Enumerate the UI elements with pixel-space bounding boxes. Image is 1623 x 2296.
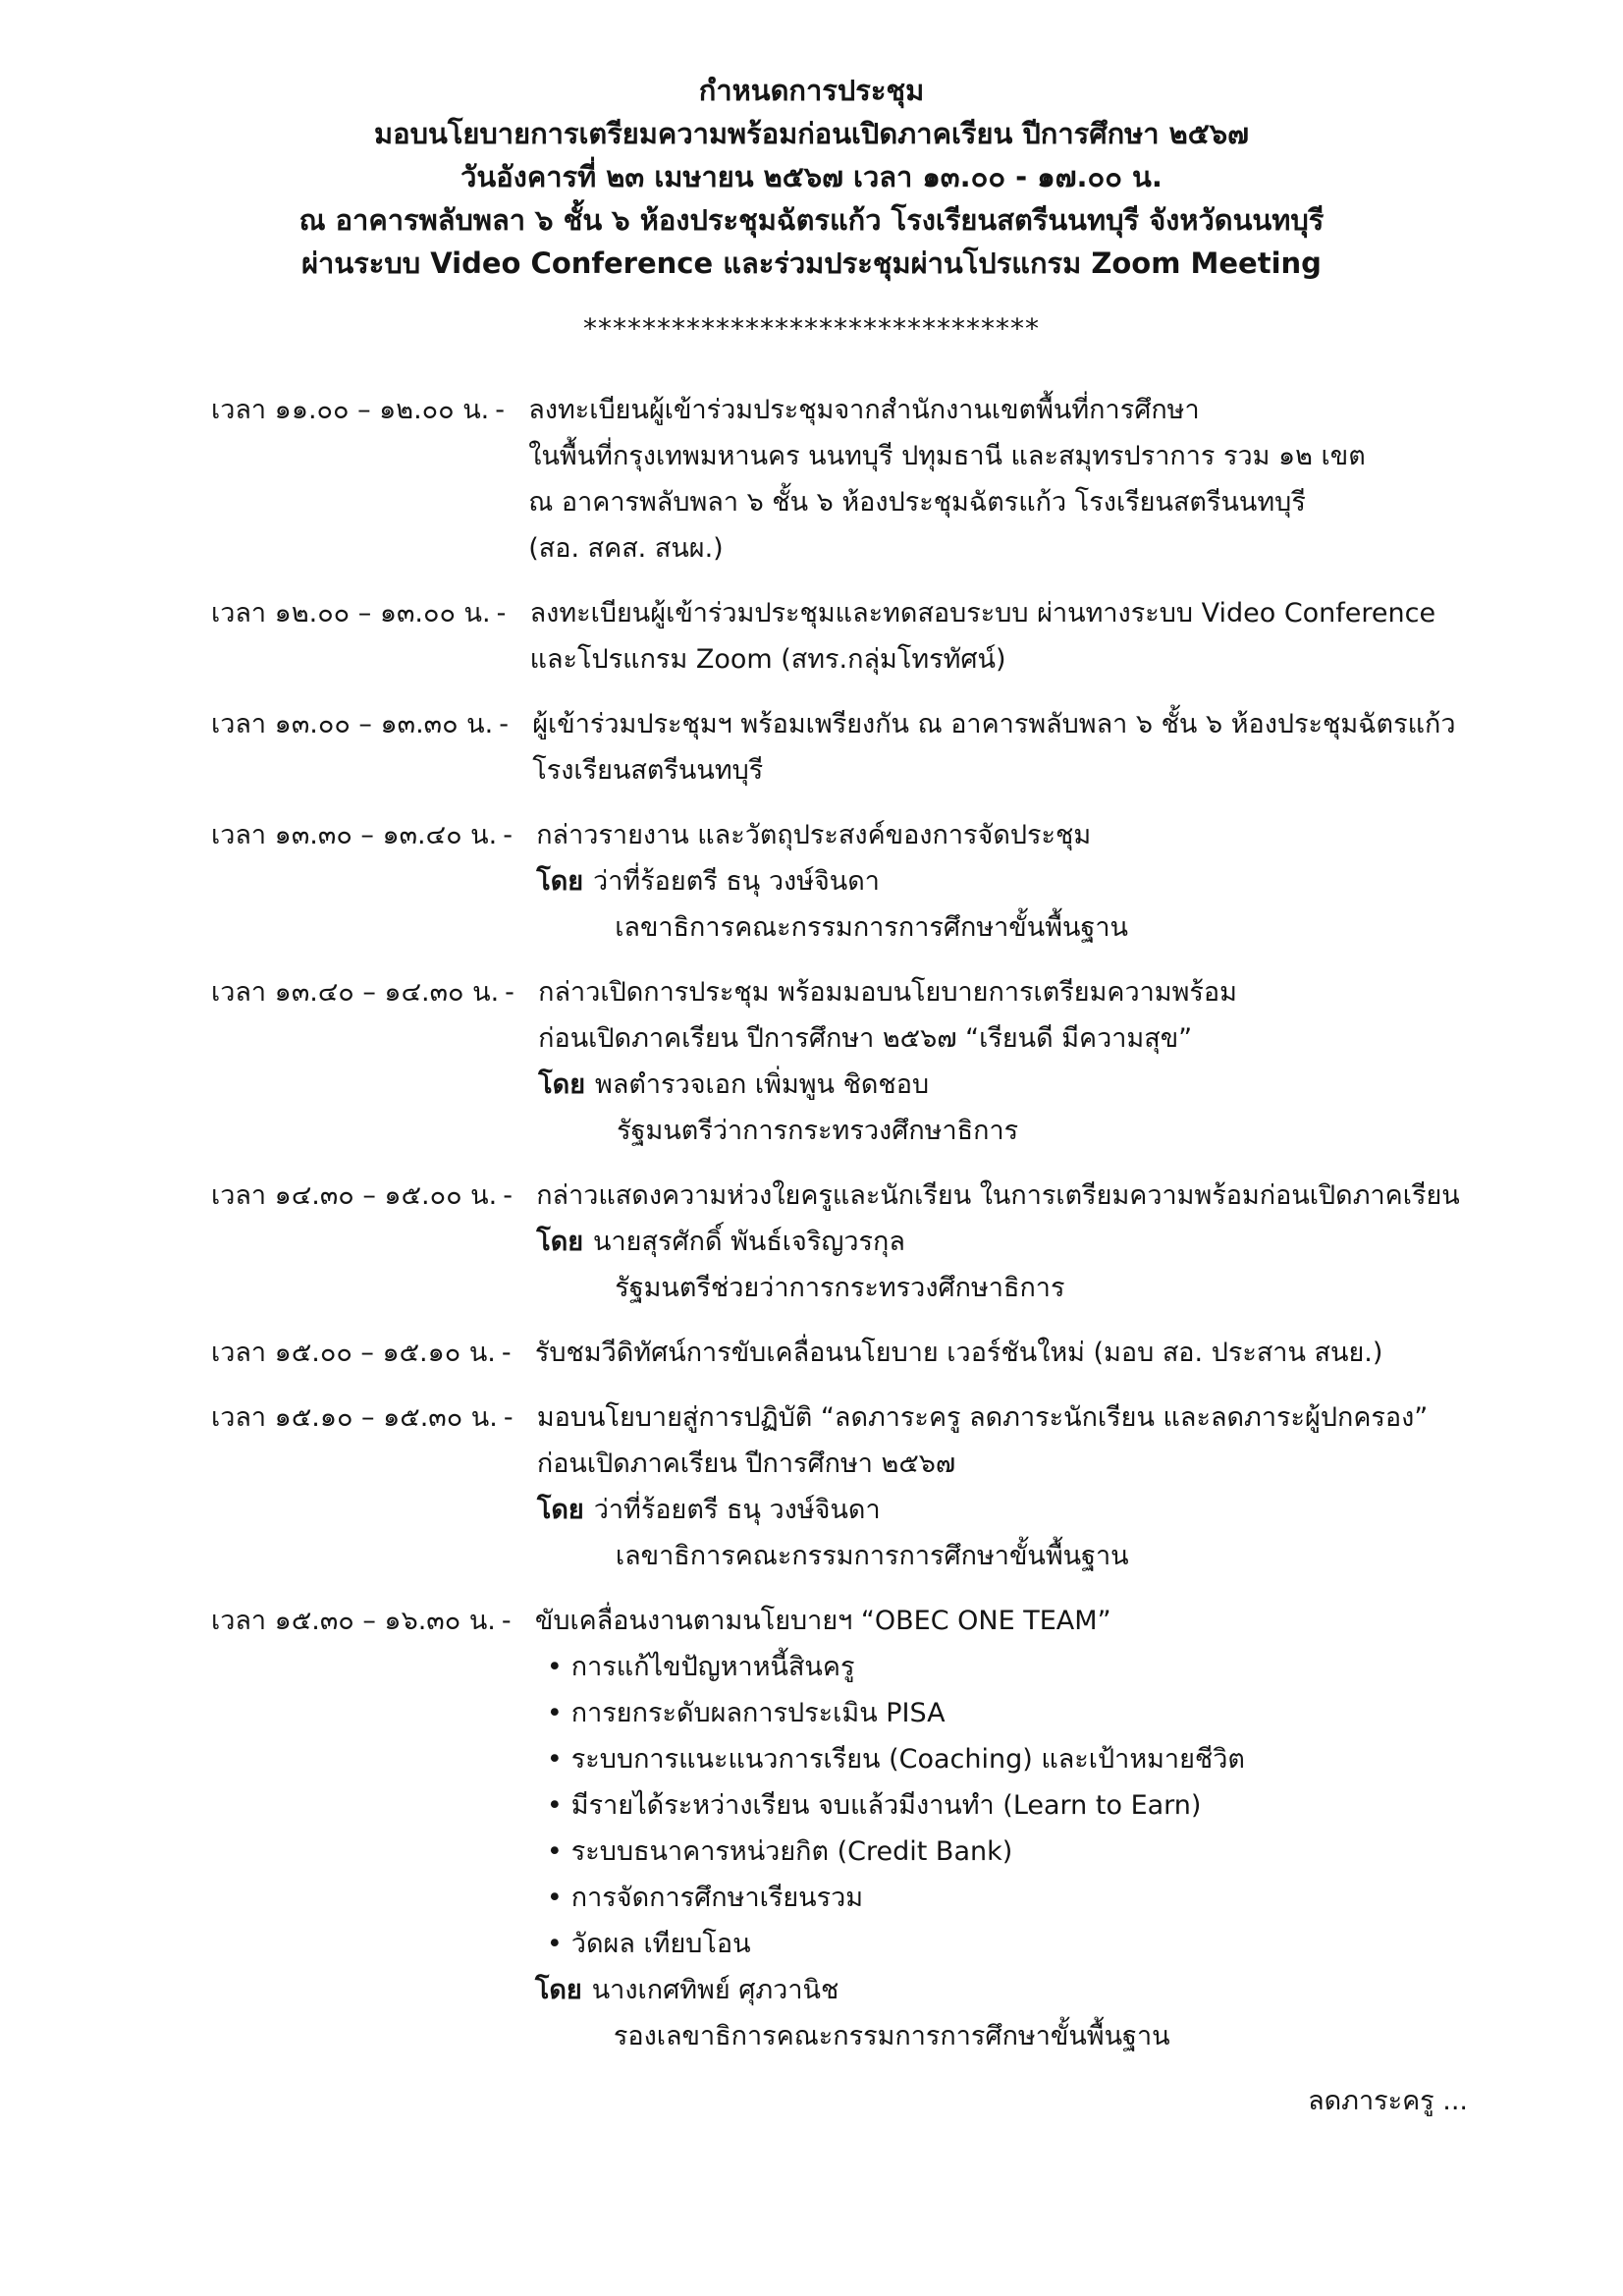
agenda-item-content [535, 1598, 1564, 2059]
agenda-item-dash: - [503, 1402, 514, 1433]
agenda-line-text: พลตำรวจเอก เพิ่มพูน ชิดชอบ [595, 1069, 930, 1100]
agenda-line [535, 1921, 1564, 1967]
agenda-line [528, 525, 1564, 572]
agenda-line [535, 1736, 1564, 1782]
agenda-line [538, 1108, 1564, 1154]
agenda-line-text: (สอ. สคส. สนผ.) [528, 533, 724, 564]
agenda-line [535, 2013, 1564, 2059]
document-header [0, 69, 1623, 285]
agenda-time: เวลา ๑๒.๐๐ – ๑๓.๐๐ น. [211, 598, 491, 629]
agenda-line-text: ณ อาคารพลับพลา ๖ ชั้น ๖ ห้องประชุมฉัตรแก้ว โรงเรียนสตรีนนทบุรี [528, 487, 1306, 518]
bullet-icon: • [546, 1790, 563, 1821]
agenda-item-dash: - [501, 1606, 512, 1636]
agenda-time: เวลา ๑๑.๐๐ – ๑๒.๐๐ น. [211, 395, 490, 425]
agenda-item-content [536, 1173, 1564, 1311]
by-label: โดย [534, 1975, 582, 2005]
agenda-line-text: ลงทะเบียนผู้เข้าร่วมประชุมจากสำนักงานเขตพื้นที่การศึกษา [528, 395, 1200, 425]
agenda-line [536, 1219, 1564, 1265]
agenda-line-text: กล่าวเปิดการประชุม พร้อมมอบนโยบายการเตรียมความพร้อม [538, 977, 1237, 1008]
agenda-line [530, 590, 1564, 636]
agenda-time: เวลา ๑๕.๑๐ – ๑๕.๓๐ น. [211, 1402, 498, 1433]
agenda-item [211, 1173, 1564, 1311]
agenda-item-content [538, 969, 1564, 1154]
agenda-line-text: การจัดการศึกษาเรียนรวม [570, 1883, 864, 1913]
agenda-item [211, 1330, 1564, 1376]
agenda-line [535, 1782, 1564, 1829]
agenda-line-text: ก่อนเปิดภาคเรียน ปีการศึกษา ๒๕๖๗ “เรียนดี มีความสุข” [538, 1023, 1193, 1054]
footer-continuation-note: ลดภาระครู ... [1308, 2086, 1468, 2116]
agenda-item-dash: - [495, 395, 506, 425]
doc-title: กำหนดการประชุม [698, 74, 925, 107]
agenda-line [535, 1690, 1564, 1736]
agenda-item [211, 590, 1564, 683]
agenda-list [0, 387, 1623, 2059]
agenda-line-text: ในพื้นที่กรุงเทพมหานคร นนทบุรี ปทุมธานี และสมุทรปราการ รวม ๑๒ เขต [528, 441, 1366, 471]
agenda-line-text: การแก้ไขปัญหาหนี้สินครู [570, 1652, 855, 1682]
by-label: โดย [536, 1227, 584, 1257]
agenda-line-text: รองเลขาธิการคณะกรรมการการศึกษาขั้นพื้นฐาน [613, 2021, 1170, 2051]
agenda-line-text: โรงเรียนสตรีนนทบุรี [532, 755, 764, 786]
agenda-line [535, 1829, 1564, 1875]
agenda-line-text: รับชมวีดิทัศน์การขับเคลื่อนนโยบาย เวอร์ชันใหม่ (มอบ สอ. ประสาน สนย.) [534, 1338, 1383, 1368]
agenda-item-content [537, 1394, 1564, 1579]
agenda-line [537, 1441, 1564, 1487]
agenda-line [538, 969, 1564, 1015]
agenda-line-text: เลขาธิการคณะกรรมการการศึกษาขั้นพื้นฐาน [615, 912, 1128, 943]
agenda-time: เวลา ๑๔.๓๐ – ๑๕.๐๐ น. [211, 1180, 498, 1211]
agenda-line-text: ก่อนเปิดภาคเรียน ปีการศึกษา ๒๕๖๗ [536, 1449, 956, 1479]
agenda-line-text: ระบบการแนะแนวการเรียน (Coaching) และเป้าหมายชีวิต [570, 1744, 1245, 1775]
agenda-line-text: ระบบธนาคารหน่วยกิต (Credit Bank) [570, 1836, 1013, 1867]
agenda-line-text: เลขาธิการคณะกรรมการการศึกษาขั้นพื้นฐาน [615, 1541, 1129, 1571]
bullet-icon: • [546, 1744, 563, 1775]
agenda-item-content [530, 590, 1564, 683]
agenda-line-text: วัดผล เทียบโอน [570, 1929, 751, 1959]
agenda-item-dash: - [501, 1338, 512, 1368]
agenda-line-text: นางเกศทิพย์ ศุภวานิช [591, 1975, 839, 2005]
agenda-line-text: กล่าวแสดงความห่วงใยครูและนักเรียน ในการเตรียมความพร้อมก่อนเปิดภาคเรียน [536, 1180, 1460, 1211]
agenda-line [528, 387, 1564, 433]
agenda-item-dash: - [499, 709, 509, 739]
by-label: โดย [536, 1495, 584, 1525]
agenda-time: เวลา ๑๓.๓๐ – ๑๓.๔๐ น. [211, 820, 498, 850]
agenda-line-text: การยกระดับผลการประเมิน PISA [570, 1698, 946, 1728]
agenda-item-dash: - [503, 1180, 513, 1211]
agenda-line [530, 636, 1564, 683]
agenda-item-dash: - [505, 977, 514, 1008]
agenda-line-text: มอบนโยบายสู่การปฏิบัติ “ลดภาระครู ลดภาระนักเรียน และลดภาระผู้ปกครอง” [536, 1402, 1429, 1433]
bullet-icon: • [546, 1836, 563, 1867]
bullet-icon: • [546, 1698, 563, 1728]
agenda-item [211, 1394, 1564, 1579]
agenda-line [536, 858, 1564, 904]
agenda-line [538, 1062, 1564, 1108]
agenda-line-text: รัฐมนตรีว่าการกระทรวงศึกษาธิการ [617, 1116, 1019, 1146]
agenda-time: เวลา ๑๓.๐๐ – ๑๓.๓๐ น. [211, 709, 494, 739]
agenda-item-dash: - [496, 598, 507, 629]
agenda-line-text: นายสุรศักดิ์ พันธ์เจริญวรกุล [593, 1227, 905, 1257]
agenda-item [211, 701, 1564, 793]
agenda-time: เวลา ๑๕.๐๐ – ๑๕.๑๐ น. [211, 1338, 496, 1368]
agenda-line-text: ขับเคลื่อนงานตามนโยบายฯ “OBEC ONE TEAM” [534, 1606, 1111, 1636]
agenda-item [211, 387, 1564, 572]
agenda-line [528, 479, 1564, 525]
agenda-line [536, 1173, 1564, 1219]
agenda-item [211, 969, 1564, 1154]
agenda-line-text: ลงทะเบียนผู้เข้าร่วมประชุมและทดสอบระบบ ผ่านทางระบบ Video Conference [529, 598, 1436, 629]
agenda-item-content [532, 701, 1564, 793]
agenda-line [538, 1015, 1564, 1062]
bullet-icon: • [546, 1652, 563, 1682]
agenda-line-text: ว่าที่ร้อยตรี ธนุ วงษ์จินดา [593, 1495, 881, 1525]
agenda-line-text: กล่าวรายงาน และวัตถุประสงค์ของการจัดประชุม [536, 820, 1092, 850]
agenda-item-content [536, 812, 1564, 951]
agenda-time: เวลา ๑๓.๔๐ – ๑๔.๓๐ น. [211, 977, 500, 1008]
agenda-line-text: และโปรแกรม Zoom (สทร.กลุ่มโทรทัศน์) [529, 644, 1006, 675]
agenda-line [535, 1644, 1564, 1690]
agenda-item [211, 1598, 1564, 2059]
agenda-line [536, 904, 1564, 951]
agenda-line [535, 1875, 1564, 1921]
agenda-line [537, 1487, 1564, 1533]
agenda-line [536, 812, 1564, 858]
agenda-line-text: ว่าที่ร้อยตรี ธนุ วงษ์จินดา [593, 866, 880, 897]
agenda-line [535, 1598, 1564, 1644]
by-label: โดย [538, 1069, 586, 1100]
doc-venue: ณ อาคารพลับพลา ๖ ชั้น ๖ ห้องประชุมฉัตรแก้ว โรงเรียนสตรีนนทบุรี จังหวัดนนทบุรี [298, 203, 1325, 237]
doc-channel: ผ่านระบบ Video Conference และร่วมประชุมผ่านโปรแกรม Zoom Meeting [301, 246, 1322, 280]
agenda-line [532, 747, 1564, 793]
asterisk-separator: ******************************* [583, 312, 1040, 345]
by-label: โดย [536, 866, 584, 897]
agenda-line [532, 701, 1564, 747]
agenda-line [537, 1533, 1564, 1579]
agenda-line [535, 1330, 1564, 1376]
agenda-line [528, 433, 1564, 479]
agenda-line [535, 1967, 1564, 2013]
agenda-line-text: รัฐมนตรีช่วยว่าการกระทรวงศึกษาธิการ [615, 1273, 1065, 1303]
doc-datetime: วันอังคารที่ ๒๓ เมษายน ๒๕๖๗ เวลา ๑๓.๐๐ - ๑๗.๐๐ น. [460, 160, 1163, 193]
bullet-icon: • [546, 1929, 563, 1959]
doc-subtitle: มอบนโยบายการเตรียมความพร้อมก่อนเปิดภาคเรียน ปีการศึกษา ๒๕๖๗ [374, 117, 1249, 150]
agenda-line [536, 1265, 1564, 1311]
agenda-line [537, 1394, 1564, 1441]
agenda-item-dash: - [503, 820, 513, 850]
agenda-line-text: มีรายได้ระหว่างเรียน จบแล้วมีงานทำ (Learn to Earn) [570, 1790, 1202, 1821]
bullet-icon: • [546, 1883, 563, 1913]
agenda-line-text: ผู้เข้าร่วมประชุมฯ พร้อมเพรียงกัน ณ อาคารพลับพลา ๖ ชั้น ๖ ห้องประชุมฉัตรแก้ว [532, 709, 1456, 739]
agenda-time: เวลา ๑๕.๓๐ – ๑๖.๓๐ น. [211, 1606, 496, 1636]
agenda-item [211, 812, 1564, 951]
agenda-item-content [528, 387, 1564, 572]
agenda-item-content [535, 1330, 1564, 1376]
